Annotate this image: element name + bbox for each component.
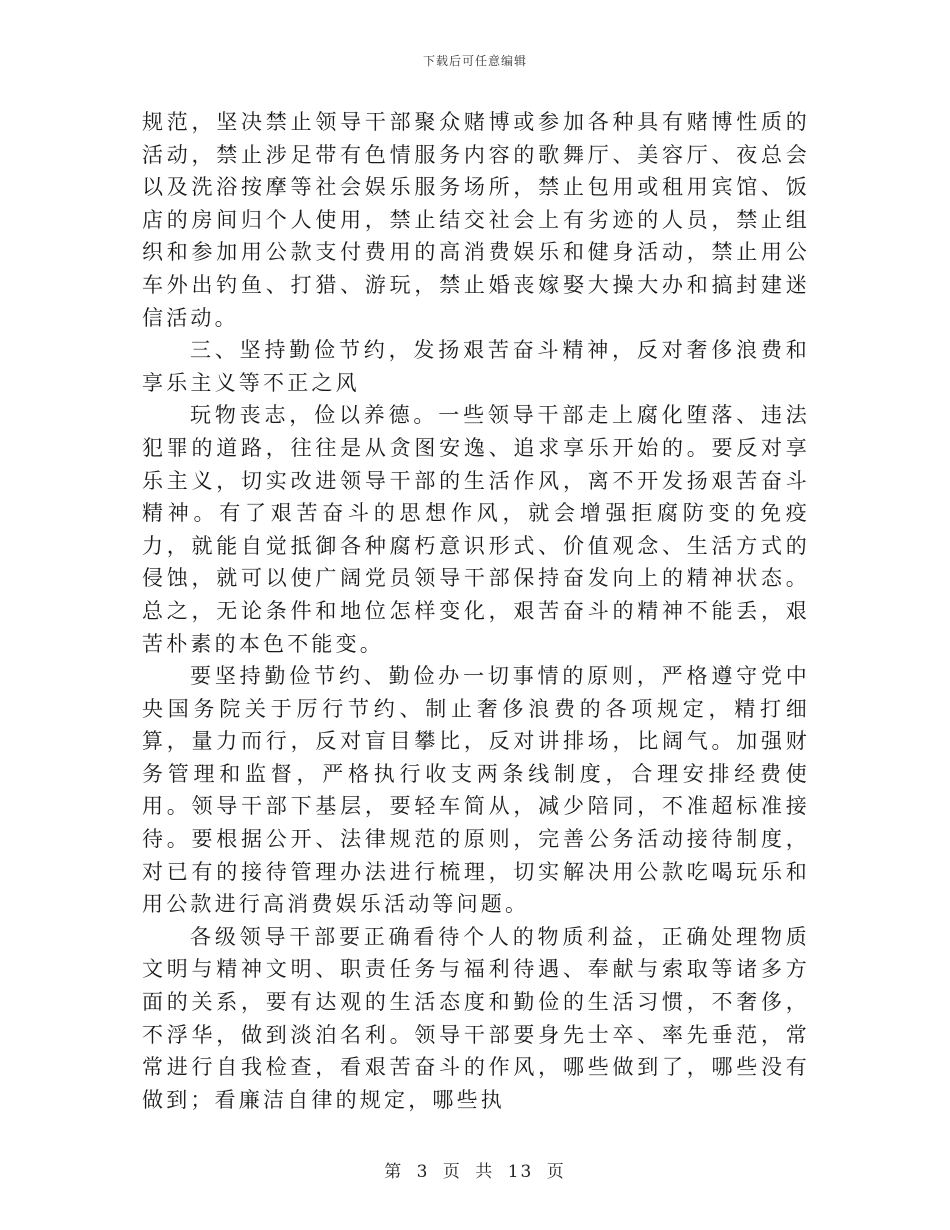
page-footer: 第 3 页 共 13 页 (384, 1162, 566, 1182)
paragraph-3: 要坚持勤俭节约、勤俭办一切事情的原则，严格遵守党中央国务院关于厉行节约、制止奢侈浪费的各项规定，精打细算，量力而行，反对盲目攀比，反对讲排场，比阔气。加强财务管理和监督，严格执行收支两条线制度，合理安排经费使用。领导干部下基层，要轻车简从，减少陪同，不准超标准接待。要根据公开、法律规范的原则，完善公务活动接待制度，对已有的接待管理办法进行梳理，切实解决用公款吃喝玩乐和用公款进行高消费娱乐活动等问题。 (142, 664, 810, 917)
paragraph-1: 规范，坚决禁止领导干部聚众赌博或参加各种具有赌博性质的活动，禁止涉足带有色情服务内容的歌舞厅、美容厅、夜总会以及洗浴按摩等社会娱乐服务场所，禁止包用或租用宾馆、饭店的房间归个人使用，禁止结交社会上有劣迹的人员，禁止组织和参加用公款支付费用的高消费娱乐和健身活动，禁止用公车外出钓鱼、打猎、游玩，禁止婚丧嫁娶大操大办和搞封建迷信活动。 (142, 110, 810, 330)
section-heading-3: 三、坚持勤俭节约，发扬艰苦奋斗精神，反对奢侈浪费和享乐主义等不正之风 (142, 338, 810, 395)
paragraph-4: 各级领导干部要正确看待个人的物质利益，正确处理物质文明与精神文明、职责任务与福利待遇、奉献与索取等诸多方面的关系，要有达观的生活态度和勤俭的生活习惯，不奢侈，不浮华，做到淡泊名利。领导干部要身先士卒、率先垂范，常常进行自我检查，看艰苦奋斗的作风，哪些做到了，哪些没有做到；看廉洁自律的规定，哪些执 (142, 924, 810, 1112)
page-header: 下载后可任意编辑 (422, 54, 527, 68)
document-body (142, 106, 810, 1116)
paragraph-2: 玩物丧志，俭以养德。一些领导干部走上腐化堕落、违法犯罪的道路，往往是从贪图安逸、追求享乐开始的。要反对享乐主义，切实改进领导干部的生活作风，离不开发扬艰苦奋斗精神。有了艰苦奋斗的思想作风，就会增强拒腐防变的免疫力，就能自觉抵御各种腐朽意识形式、价值观念、生活方式的侵蚀，就可以使广阔党员领导干部保持奋发向上的精神状态。总之，无论条件和地位怎样变化，艰苦奋斗的精神不能丢，艰苦朴素的本色不能变。 (142, 403, 810, 656)
